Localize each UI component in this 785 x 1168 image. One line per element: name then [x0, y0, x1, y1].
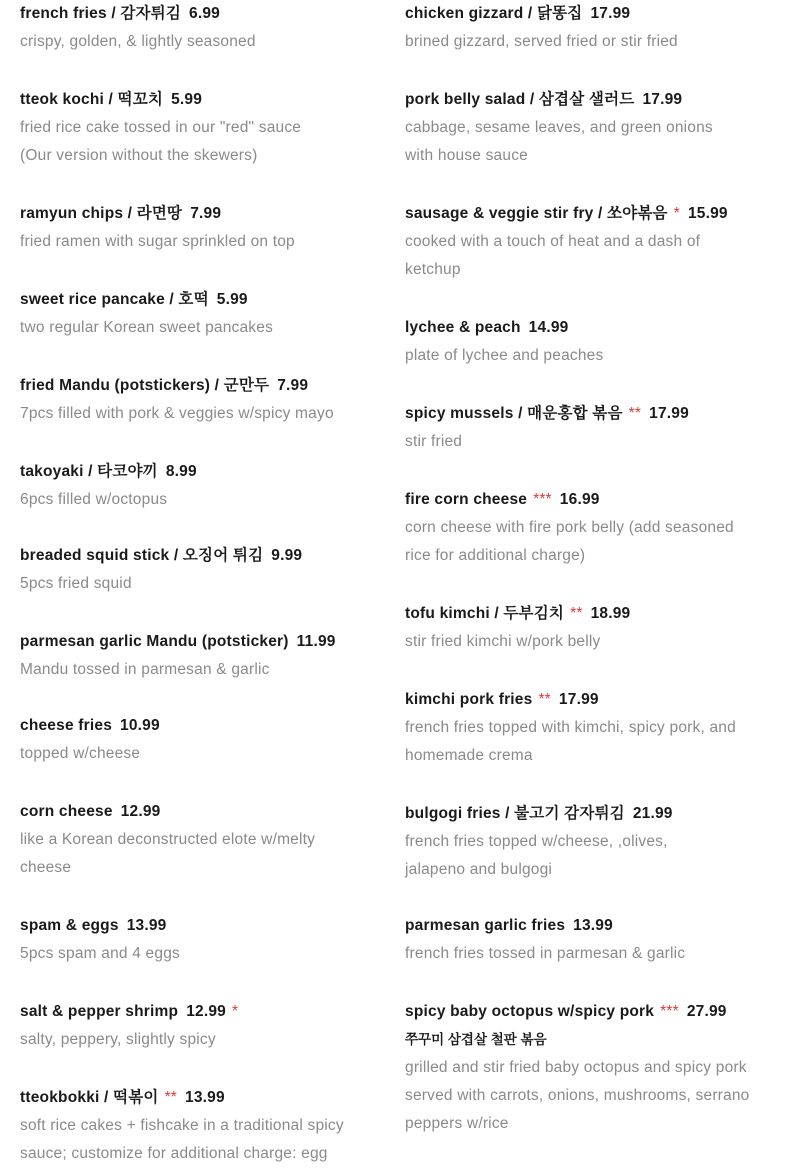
menu-item-price: 15.99 — [687, 205, 728, 222]
spicy-level-marker: ** — [538, 691, 551, 708]
menu-item-description: 6pcs filled w/octopus — [20, 491, 168, 508]
menu-item-description: 5pcs fried squid — [20, 575, 132, 592]
menu-item-name: spicy mussels / 매운홍합 볶음 — [405, 405, 623, 422]
menu-item-name: french fries / 감자튀김 — [20, 5, 182, 22]
menu-item-description: grilled and stir fried baby octopus and spicy pork — [405, 1059, 747, 1076]
menu-item-title — [405, 86, 770, 114]
menu-item — [20, 372, 380, 428]
menu-item — [405, 686, 770, 770]
menu-item-name: fire corn cheese — [405, 491, 528, 508]
menu-item-description: brined gizzard, served fried or stir fried — [405, 33, 678, 50]
menu-item-price: 27.99 — [686, 1003, 727, 1020]
menu-item-title — [20, 542, 380, 570]
spicy-level-marker: ** — [570, 605, 583, 622]
menu-item-description: served with carrots, onions, mushrooms, serrano — [405, 1087, 750, 1104]
menu-item-name: bulgogi fries / 불고기 감자튀김 — [405, 805, 625, 822]
menu-item — [20, 200, 380, 256]
menu-item-price: 13.99 — [573, 917, 613, 934]
menu-item — [20, 998, 380, 1054]
menu-item — [20, 1084, 380, 1168]
menu-item-title — [405, 400, 770, 428]
menu-item-description: soft rice cakes + fishcake in a traditional spicy — [20, 1117, 344, 1134]
menu-item-description: sauce; customize for additional charge: egg — [20, 1145, 328, 1162]
menu-item-description: 5pcs spam and 4 eggs — [20, 945, 180, 962]
menu-item-price: 17.99 — [642, 91, 683, 108]
menu-item — [405, 314, 770, 370]
menu-item-description: homemade crema — [405, 747, 533, 764]
menu-item-price: 17.99 — [649, 405, 689, 422]
menu-item-name: pork belly salad / 삼겹살 샐러드 — [405, 91, 635, 108]
menu-item-title — [20, 372, 380, 400]
spicy-level-marker: ** — [164, 1089, 178, 1106]
menu-item-name: tteok kochi / 떡꼬치 — [20, 91, 164, 108]
menu-item-name: takoyaki / 타코야끼 — [20, 463, 158, 480]
menu-item-title — [405, 200, 770, 228]
menu-item-price: 13.99 — [126, 917, 167, 934]
menu-item-price: 12.99 — [186, 1003, 226, 1020]
menu-item-title — [405, 486, 770, 514]
menu-item-name: sweet rice pancake / 호떡 — [20, 291, 209, 308]
menu-item-title — [20, 798, 380, 826]
menu-item-name: breaded squid stick / 오징어 튀김 — [20, 547, 264, 564]
menu-item — [20, 458, 380, 514]
menu-item — [20, 542, 380, 598]
menu-item-name: parmesan garlic Mandu (potsticker) — [20, 633, 289, 650]
menu-item-description: topped w/cheese — [20, 745, 141, 762]
menu-item — [405, 486, 770, 570]
menu-item-description: french fries topped w/cheese, ,olives, — [405, 833, 668, 850]
menu-item-description: french fries topped with kimchi, spicy pork, and — [405, 719, 736, 736]
menu-item — [405, 200, 770, 284]
menu-item-description: (Our version without the skewers) — [20, 147, 258, 164]
menu-item — [20, 798, 380, 882]
menu-item — [405, 998, 770, 1138]
menu-item-price: 5.99 — [216, 291, 248, 308]
menu-item-price: 10.99 — [120, 717, 160, 734]
spicy-level-marker: ** — [628, 405, 642, 422]
spicy-level-marker: *** — [533, 491, 552, 508]
menu-item-description: with house sauce — [405, 147, 528, 164]
menu-item-title — [20, 712, 380, 740]
menu-item — [20, 712, 380, 768]
menu-item-price: 17.99 — [590, 5, 631, 22]
menu-item-price: 16.99 — [559, 491, 600, 508]
menu-item-name: spicy baby octopus w/spicy pork — [405, 1003, 655, 1020]
menu-item-price: 7.99 — [190, 205, 222, 222]
menu-item-title — [20, 0, 380, 28]
menu-item-price: 11.99 — [296, 633, 336, 650]
menu-item-description: peppers w/rice — [405, 1115, 509, 1132]
menu-item-title — [405, 998, 770, 1026]
menu-item-description: cooked with a touch of heat and a dash of — [405, 233, 701, 250]
menu-item-title — [405, 912, 770, 940]
menu-item-title — [405, 0, 770, 28]
menu-item-name: lychee & peach — [405, 319, 521, 336]
menu-item-title — [20, 86, 380, 114]
menu-item — [405, 912, 770, 968]
menu-item-title — [20, 458, 380, 486]
menu-item-title — [20, 286, 380, 314]
menu-item-name: salt & pepper shrimp — [20, 1003, 179, 1020]
menu-item-name: sausage & veggie stir fry / 쏘야볶음 — [405, 205, 668, 222]
menu-item — [405, 400, 770, 456]
menu-item-price: 6.99 — [189, 5, 220, 22]
menu-item-description: cheese — [20, 859, 72, 876]
menu-item — [405, 86, 770, 170]
menu-item-price: 17.99 — [558, 691, 599, 708]
menu-item-description: corn cheese with fire pork belly (add seasoned — [405, 519, 734, 536]
menu-item-description: french fries tossed in parmesan & garlic — [405, 945, 686, 962]
menu-item-name: chicken gizzard / 닭똥집 — [405, 5, 583, 22]
menu-item-description: cabbage, sesame leaves, and green onions — [405, 119, 713, 136]
menu-item-price: 8.99 — [165, 463, 197, 480]
menu-item-description: fried rice cake tossed in our "red" sauce — [20, 119, 302, 136]
menu-item-price: 7.99 — [277, 377, 309, 394]
menu-item — [20, 286, 380, 342]
menu-item-description: stir fried — [405, 433, 463, 450]
menu-item-title — [405, 800, 770, 828]
menu-item-description: ketchup — [405, 261, 461, 278]
menu-item-name: cheese fries — [20, 717, 113, 734]
menu-item-description: crispy, golden, & lightly seasoned — [20, 33, 256, 50]
menu-item — [405, 600, 770, 656]
menu-item-name: tteokbokki / 떡볶이 — [20, 1089, 159, 1106]
menu-item-title — [20, 200, 380, 228]
spicy-level-marker: *** — [660, 1003, 679, 1020]
menu-item-price: 21.99 — [632, 805, 673, 822]
menu-item-description: stir fried kimchi w/pork belly — [405, 633, 601, 650]
menu-item-price: 5.99 — [171, 91, 203, 108]
spicy-level-marker: * — [673, 205, 680, 222]
menu-item-description: 7pcs filled with pork & veggies w/spicy mayo — [20, 405, 334, 422]
menu-item-name: corn cheese — [20, 803, 113, 820]
menu-item-price: 18.99 — [590, 605, 631, 622]
menu-item-description: Mandu tossed in parmesan & garlic — [20, 661, 270, 678]
menu-item-title — [405, 686, 770, 714]
menu-item-description: rice for additional charge) — [405, 547, 586, 564]
menu-item-title — [20, 912, 380, 940]
menu-item-title — [20, 1084, 380, 1112]
menu-item-name: ramyun chips / 라면땅 — [20, 205, 183, 222]
menu-item — [20, 628, 380, 684]
menu-item-name: tofu kimchi / 두부김치 — [405, 605, 565, 622]
menu-item — [20, 86, 380, 170]
menu-item-price: 14.99 — [528, 319, 569, 336]
menu-item-description: two regular Korean sweet pancakes — [20, 319, 274, 336]
menu-item-description: fried ramen with sugar sprinkled on top — [20, 233, 295, 250]
menu-item-korean-name: 쭈꾸미 삼겹살 철판 볶음 — [405, 1032, 547, 1047]
menu-item-title — [20, 998, 380, 1026]
menu-item-name: kimchi pork fries — [405, 691, 533, 708]
menu-item — [20, 912, 380, 968]
menu-item — [405, 0, 770, 56]
menu-item-title — [405, 314, 770, 342]
menu-item-title — [20, 628, 380, 656]
menu-item-description: plate of lychee and peaches — [405, 347, 604, 364]
menu-item-price: 13.99 — [185, 1089, 225, 1106]
menu-item-description: like a Korean deconstructed elote w/melty — [20, 831, 316, 848]
menu-item-name: spam & eggs — [20, 917, 119, 934]
menu-item — [20, 0, 380, 56]
menu-item-name: fried Mandu (potstickers) / 군만두 — [20, 377, 270, 394]
menu-item-price: 12.99 — [120, 803, 161, 820]
menu-item — [405, 800, 770, 884]
menu-item-price: 9.99 — [271, 547, 303, 564]
menu-item-description: salty, peppery, slightly spicy — [20, 1031, 216, 1048]
menu-item-name: parmesan garlic fries — [405, 917, 566, 934]
spicy-level-marker: * — [231, 1003, 239, 1020]
menu-item-title — [405, 600, 770, 628]
menu-item-description: jalapeno and bulgogi — [405, 861, 553, 878]
